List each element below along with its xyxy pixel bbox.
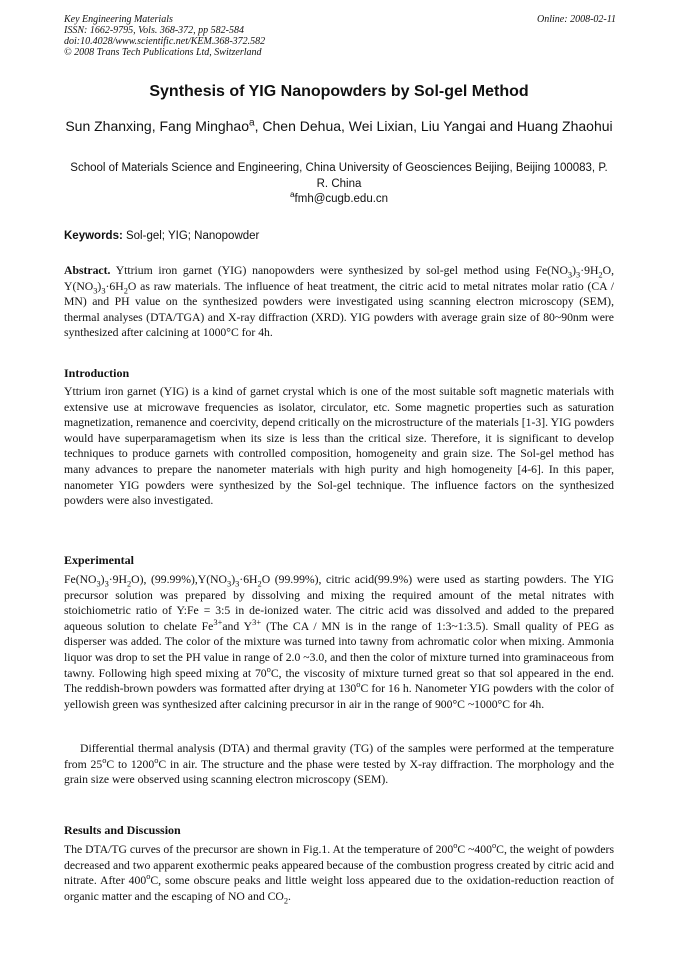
- section-heading-results: Results and Discussion: [64, 823, 181, 837]
- abstract-text: ): [572, 264, 577, 277]
- subscript: 3: [101, 284, 106, 295]
- author-affil-mark: a: [249, 117, 255, 129]
- subscript: 3: [235, 578, 240, 589]
- degree-mark: o: [266, 663, 271, 674]
- keywords-label: Keywords:: [64, 230, 123, 242]
- abstract-text: Yttrium iron garnet (YIG) nanopowders were synthesized by sol-gel method using Fe(NO: [110, 264, 568, 277]
- paper-title: Synthesis of YIG Nanopowders by Sol-gel Method: [149, 83, 529, 100]
- degree-mark: o: [102, 754, 107, 765]
- res-text: The DTA/TG curves of the precursor are shown in Fig.1. At the temperature of 200: [64, 843, 454, 856]
- abstract-text: ·6H: [105, 279, 124, 293]
- exp-text: (The CA / MN is in the range of 1:3~1:3.5). Small quality of PEG as disperser was added. The color of the mixture was turned into tawny from achromatic color when mixing. Ammonia liquor was drop to set the PH value in range of 2.0 ~3.0, and then the color of mixture turned into graminaceous from tawny. Following high speed mixing at 70: [64, 619, 614, 680]
- exp-text: O), (99.99%),Y(NO: [131, 573, 227, 586]
- abstract: [64, 263, 614, 341]
- degree-mark: o: [154, 754, 159, 765]
- dta-paragraph: [64, 741, 614, 788]
- subscript: 3: [104, 578, 109, 589]
- exp-text: ·6H: [239, 573, 258, 586]
- exp-text: ): [100, 573, 105, 586]
- subscript: 3: [96, 578, 101, 589]
- subscript: 3: [576, 269, 581, 280]
- superscript: 3+: [252, 616, 262, 627]
- introduction-paragraph: Yttrium iron garnet (YIG) is a kind of garnet crystal which is one of the most suitable soft magnetic materials with extensive use at microwave frequencies as isolator, circulator, etc. Some magnetic properties such as saturation magnetization, remanence and coercivity, depend critically on the microstructure of the materials [1-3]. YIG powders would have superparamagetism when its size is less than the critical size. Therefore, it is significant to develop techniques to produce garnets with controlled composition, homogeneity and grain size. The Sol-gel method has many advances to prepare the nanometer materials with high purity and high homogeneity [4-6]. In this paper, nanometer YIG powders were synthesized by the Sol-gel technique. The influence factors on the synthesized powders were also investigated.: [64, 385, 614, 508]
- subscript: 2: [257, 578, 262, 589]
- subscript: 3: [93, 284, 98, 295]
- degree-mark: o: [491, 840, 497, 851]
- copyright-line: © 2008 Trans Tech Publications Ltd, Switzerland: [64, 47, 262, 58]
- degree-mark: o: [453, 840, 458, 851]
- experimental-paragraph: [64, 572, 614, 712]
- superscript: 3+: [213, 616, 223, 627]
- exp-text: C, the viscosity of mixture turned great so that sol appeared in the end. The reddish-brown powders was formatted after drying at 130: [64, 666, 614, 696]
- exp-text: ·9H: [108, 573, 127, 586]
- authors-part-1: Sun Zhanxing, Fang Minghao: [65, 118, 250, 134]
- author-list: [64, 117, 614, 135]
- subscript: 3: [567, 269, 573, 280]
- keywords-text: Sol-gel; YIG; Nanopowder: [122, 230, 260, 242]
- abstract-label: Abstract.: [64, 264, 111, 277]
- online-date: Online: 2008-02-11: [537, 14, 616, 25]
- abstract-text: O as raw materials. The influence of heat treatment, the citric acid to metal nitrates molar ratio (CA / MN) and PH value on the synthesized powders were investigated using scanning electron microscopy (SEM), thermal analyses (DTA/TGA) and X-ray diffraction (XRD). YIG powders with average grain size of 80~90nm were synthesized after calcining at 1000°C for 4h.: [64, 279, 614, 340]
- degree-mark: o: [146, 871, 151, 882]
- subscript: 2: [598, 269, 603, 280]
- abstract-text: ): [97, 279, 102, 293]
- author-email: [64, 191, 614, 207]
- subscript: 3: [226, 578, 232, 589]
- subscript: 2: [126, 578, 132, 589]
- affiliation: School of Materials Science and Engineering, China University of Geosciences Beijing, Beijing 100083, P. R. China: [70, 162, 608, 190]
- res-text: C, some obscure peaks and little weight loss appeared due to the oxidation-reduction reaction of organic matter and the escaping of NO and CO: [64, 874, 614, 903]
- res-text: C ~400: [457, 843, 492, 856]
- journal-name: Key Engineering Materials: [64, 14, 173, 25]
- doi-line: doi:10.4028/www.scientific.net/KEM.368-372.582: [64, 36, 266, 47]
- abstract-text: O, Y(NO: [64, 264, 614, 293]
- abstract-text: ·9H: [580, 264, 599, 277]
- subscript: 2: [283, 895, 289, 906]
- exp-text: and Y: [222, 619, 253, 633]
- subscript: 2: [123, 284, 128, 295]
- issn-line: ISSN: 1662-9795, Vols. 368-372, pp 582-584: [64, 25, 244, 36]
- keywords: [64, 229, 614, 243]
- dta-text: Differential thermal analysis (DTA) and thermal gravity (TG) of the samples were performed at the temperature from 25: [64, 742, 614, 771]
- exp-text: Fe(NO: [64, 573, 97, 586]
- section-heading-introduction: Introduction: [64, 366, 130, 380]
- results-paragraph: [64, 842, 614, 904]
- authors-part-2: , Chen Dehua, Wei Lixian, Liu Yangai and Huang Zhaohui: [254, 118, 613, 134]
- dta-text: C to 1200: [106, 757, 155, 771]
- dta-text: C in air. The structure and the phase were tested by X-ray diffraction. The morphology and the grain size were observed using scanning electron microscopy (SEM).: [64, 757, 615, 787]
- section-heading-experimental: Experimental: [64, 553, 134, 567]
- res-text: C, the weight of powders decreased and two apparent exothermic peaks appeared because of the combustion progress created by citric acid and nitrate. After 400: [64, 843, 614, 888]
- journal-header: [64, 14, 616, 58]
- email-address: fmh@cugb.edu.cn: [294, 193, 389, 205]
- email-affil-mark: a: [289, 190, 295, 200]
- exp-text: ): [231, 573, 236, 586]
- degree-mark: o: [356, 679, 361, 690]
- res-text: .: [288, 889, 291, 903]
- exp-text: O (99.99%), citric acid(99.9%) were used as starting powders. The YIG precursor solution was prepared by dissolving and mixing the required amount of the metal nitrates with stoichiometric ratio of Y:Fe = 3:5 in de-ionized water. The citric acid was dissolved and added to the prepared aqueous solution to chelate Fe: [64, 573, 614, 633]
- exp-text: C for 16 h. Nanometer YIG powders with the color of yellowish green was synthesized after calcining precursor in air in the range of 900°C ~1000°C for 4h.: [64, 682, 614, 711]
